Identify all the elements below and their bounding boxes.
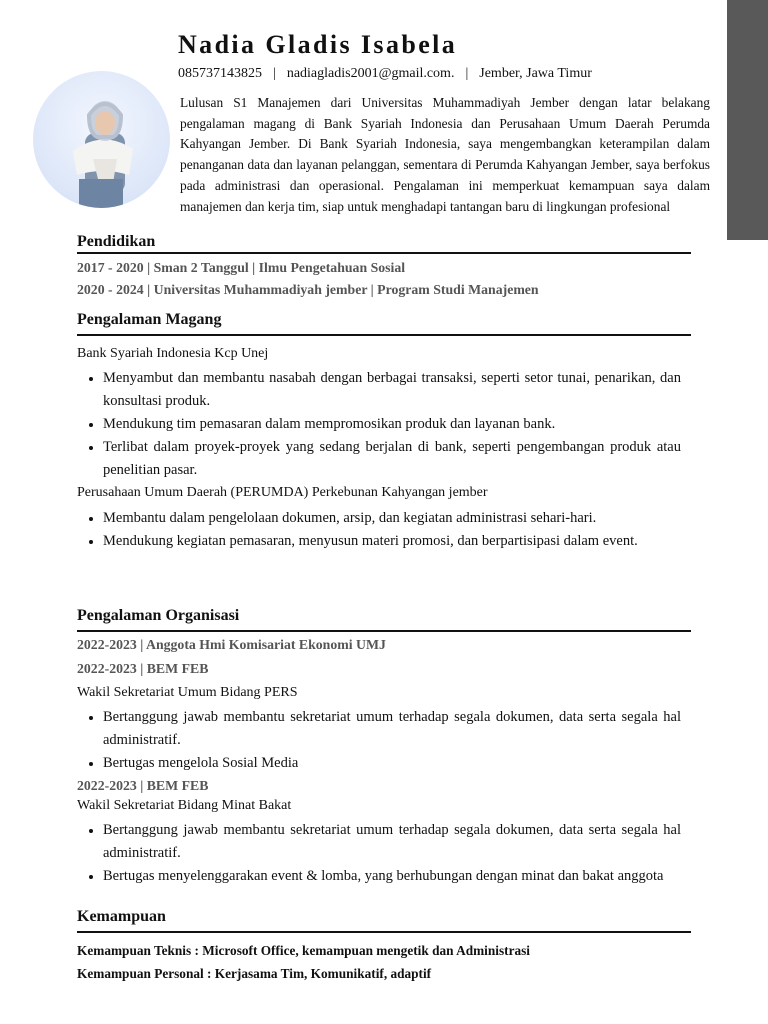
list-item: • Bertanggung jawab membantu sekretariat umum terhadap segala dokumen, data serta segala hal administratif. xyxy=(103,819,681,865)
internship-place: Perusahaan Umum Daerah (PERUMDA) Perkebunan Kahyangan jember xyxy=(77,485,488,500)
org-name: BEM FEB xyxy=(146,778,209,793)
section-pendidikan xyxy=(77,232,691,254)
list-item: • Bertanggung jawab membantu sekretariat umum terhadap segala dokumen, data serta segala hal administratif. xyxy=(103,706,681,752)
side-accent-bar xyxy=(727,0,768,240)
section-title: Pendidikan xyxy=(77,233,156,250)
org-year: 2022-2023 xyxy=(77,661,137,676)
section-divider xyxy=(77,931,691,933)
candidate-name: Nadia Gladis Isabela xyxy=(178,30,458,59)
org-role: Wakil Sekretariat Umum Bidang PERS xyxy=(77,685,298,700)
section-divider xyxy=(77,334,691,336)
email-address: nadiagladis2001@gmail.com. xyxy=(286,66,455,81)
organization-entry: 2022-2023 | Anggota Hmi Komisariat Ekonomi UMJ xyxy=(77,637,386,652)
education-item: 2020 - 2024 | Universitas Muhammadiyah jember | Program Studi Manajemen xyxy=(77,282,539,297)
org-year: 2022-2023 xyxy=(77,637,137,652)
section-kemampuan xyxy=(77,907,691,933)
location: Jember, Jawa Timur xyxy=(479,66,592,81)
internship-duties xyxy=(77,507,681,553)
org-name: BEM FEB xyxy=(146,661,209,676)
section-magang xyxy=(77,310,691,336)
list-item: • Bertugas menyelenggarakan event & lomba, yang berhubungan dengan minat dan bakat anggota xyxy=(103,865,681,888)
section-organisasi xyxy=(77,606,691,632)
internship-place: Bank Syariah Indonesia Kcp Unej xyxy=(77,346,269,361)
list-item: • Mendukung tim pemasaran dalam mempromosikan produk dan layanan bank. xyxy=(103,413,681,436)
profile-photo-illustration xyxy=(33,71,170,208)
profile-summary: Lulusan S1 Manajemen dari Universitas Muhammadiyah Jember dengan latar belakang pengalaman magang di Bank Syariah Indonesia dan Perusahaan Umum Daerah Perumda Kahyangan Jember. Di Bank Syariah Indonesia, saya mengembangkan keterampilan dalam penanganan data dan layanan pelanggan, sementara di Perumda Kahyangan Jember, saya berfokus pada administrasi dan operasional. Pengalaman ini memperkuat kemampuan saya dalam manajemen dan kerja tim, siap untuk menghadapi tantangan baru di lingkungan profesional xyxy=(180,95,710,214)
profile-photo xyxy=(33,71,170,208)
personal-skills: Kemampuan Personal : Kerjasama Tim, Komunikatif, adaptif xyxy=(77,966,432,981)
section-divider xyxy=(77,252,691,254)
list-item: • Terlibat dalam proyek-proyek yang sedang berjalan di bank, seperti pengembangan produk atau penelitian pasar. xyxy=(103,436,681,482)
section-title: Kemampuan xyxy=(77,908,166,925)
list-item: • Mendukung kegiatan pemasaran, menyusun materi promosi, dan berpartisipasi dalam event. xyxy=(103,530,681,553)
org-duties xyxy=(77,819,681,888)
list-item: • Bertugas mengelola Sosial Media xyxy=(103,752,681,775)
org-year: 2022-2023 xyxy=(77,778,137,793)
list-item: • Membantu dalam pengelolaan dokumen, arsip, dan kegiatan administrasi sehari-hari. xyxy=(103,507,681,530)
section-title: Pengalaman Organisasi xyxy=(77,607,240,624)
organization-entry: 2022-2023 | BEM FEB xyxy=(77,778,209,793)
phone-number: 085737143825 xyxy=(178,66,262,81)
org-name: Anggota Hmi Komisariat Ekonomi UMJ xyxy=(145,637,386,652)
contact-separator: | xyxy=(273,66,276,81)
technical-skills: Kemampuan Teknis : Microsoft Office, kemampuan mengetik dan Administrasi xyxy=(77,943,530,958)
section-title: Pengalaman Magang xyxy=(77,311,222,328)
internship-duties xyxy=(77,367,681,482)
organization-entry: 2022-2023 | BEM FEB xyxy=(77,661,209,676)
contact-line xyxy=(178,66,592,82)
contact-separator: | xyxy=(465,66,469,81)
section-divider xyxy=(77,630,691,632)
list-item: • Menyambut dan membantu nasabah dengan berbagai transaksi, seperti setor tunai, penarikan, dan konsultasi produk. xyxy=(103,367,681,413)
org-role: Wakil Sekretariat Bidang Minat Bakat xyxy=(77,798,292,813)
education-item: 2017 - 2020 | Sman 2 Tanggul | Ilmu Pengetahuan Sosial xyxy=(77,260,406,275)
org-duties xyxy=(77,706,681,775)
